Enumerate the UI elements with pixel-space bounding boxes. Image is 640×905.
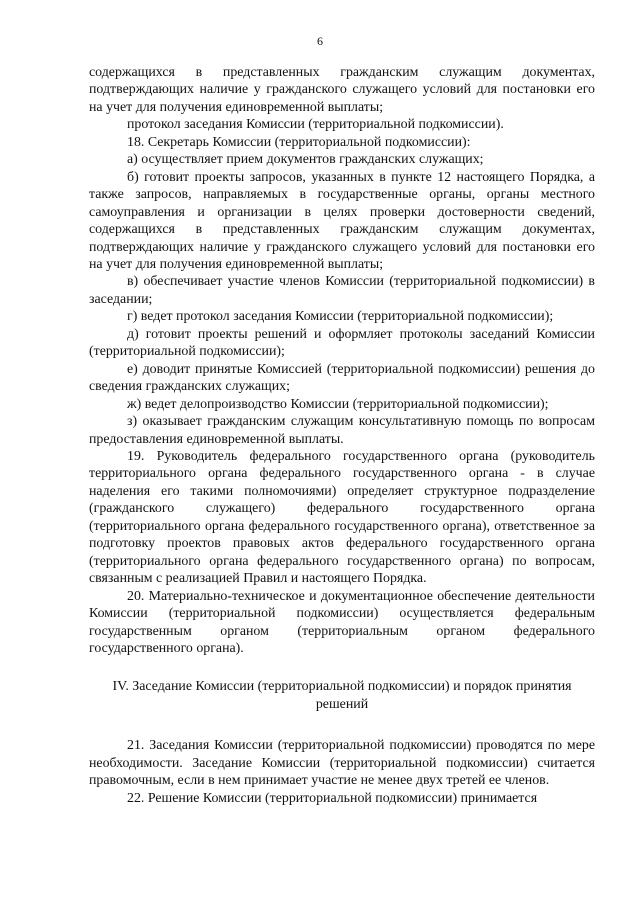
paragraph-subitem-zh: ж) ведет делопроизводство Комиссии (территориальной подкомиссии); — [127, 396, 549, 412]
paragraph-subitem-d: д) готовит проекты решений и оформляет протоколы заседаний Комиссии (территориальной подкомиссии); — [89, 326, 595, 360]
paragraph-subitem-a: а) осуществляет прием документов гражданских служащих; — [127, 152, 484, 168]
paragraph-subitem-z: з) оказывает гражданским служащим консультативную помощь по вопросам предоставления единовременной выплаты. — [89, 414, 595, 447]
paragraph-item-20: 20. Материально-техническое и документационное обеспечение деятельности Комиссии (территориальной подкомиссии) осуществляется федеральным государственным органом (территориальным органом федерального государственного органа). — [89, 588, 595, 656]
paragraph-subitem-b: б) готовит проекты запросов, указанных в пункте 12 настоящего Порядка, а также запросов, направляемых в государственные органы, органы местного самоуправления и организации в целях проверки достоверности сведений, содержащихся в представленных гражданским служащим документах, подтверждающих наличие у гражданского служащего условий для постановки его на учет для получения единовременной выплаты; — [89, 169, 595, 272]
page-number: 6 — [317, 34, 323, 48]
paragraph-item-18: 18. Секретарь Комиссии (территориальной подкомиссии): — [127, 134, 471, 150]
paragraph: протокол заседания Комиссии (территориальной подкомиссии). — [127, 117, 504, 133]
paragraph-item-21: 21. Заседания Комиссии (территориальной подкомиссии) проводятся по мере необходимости. Заседание Комиссии (территориальной подкомиссии) считается правомочным, если в нем принимает участие не менее двух третей ее членов. — [89, 738, 595, 789]
paragraph-item-19: 19. Руководитель федерального государственного органа (руководитель территориального органа федерального государственного органа - в случае наделения его такими полномочиями) определяет структурное подразделение (гражданского служащего) федерального государственного органа (территориального органа федерального государственного органа), ответственное за подготовку проектов правовых актов федерального государственного органа (территориального органа федерального государственного органа) по вопросам, связанным с реализацией Правил и настоящего Порядка. — [89, 448, 595, 587]
paragraph-subitem-e: е) доводит принятые Комиссией (территориальной подкомиссии) решения до сведения гражданских служащих; — [89, 361, 595, 395]
paragraph-subitem-v: в) обеспечивает участие членов Комиссии (территориальной подкомиссии) в заседании; — [89, 274, 595, 307]
paragraph-subitem-g: г) ведет протокол заседания Комиссии (территориальной подкомиссии); — [127, 309, 554, 325]
document-body — [89, 64, 595, 807]
paragraph-item-22: 22. Решение Комиссии (территориальной подкомиссии) принимается — [127, 790, 538, 806]
section-heading: IV. Заседание Комиссии (территориальной подкомиссии) и порядок принятия решений — [112, 679, 572, 712]
paragraph-continuation: содержащихся в представленных гражданским служащим документах, подтверждающих наличие у гражданского служащего условий для постановки его на учет для получения единовременной выплаты; — [89, 65, 595, 115]
